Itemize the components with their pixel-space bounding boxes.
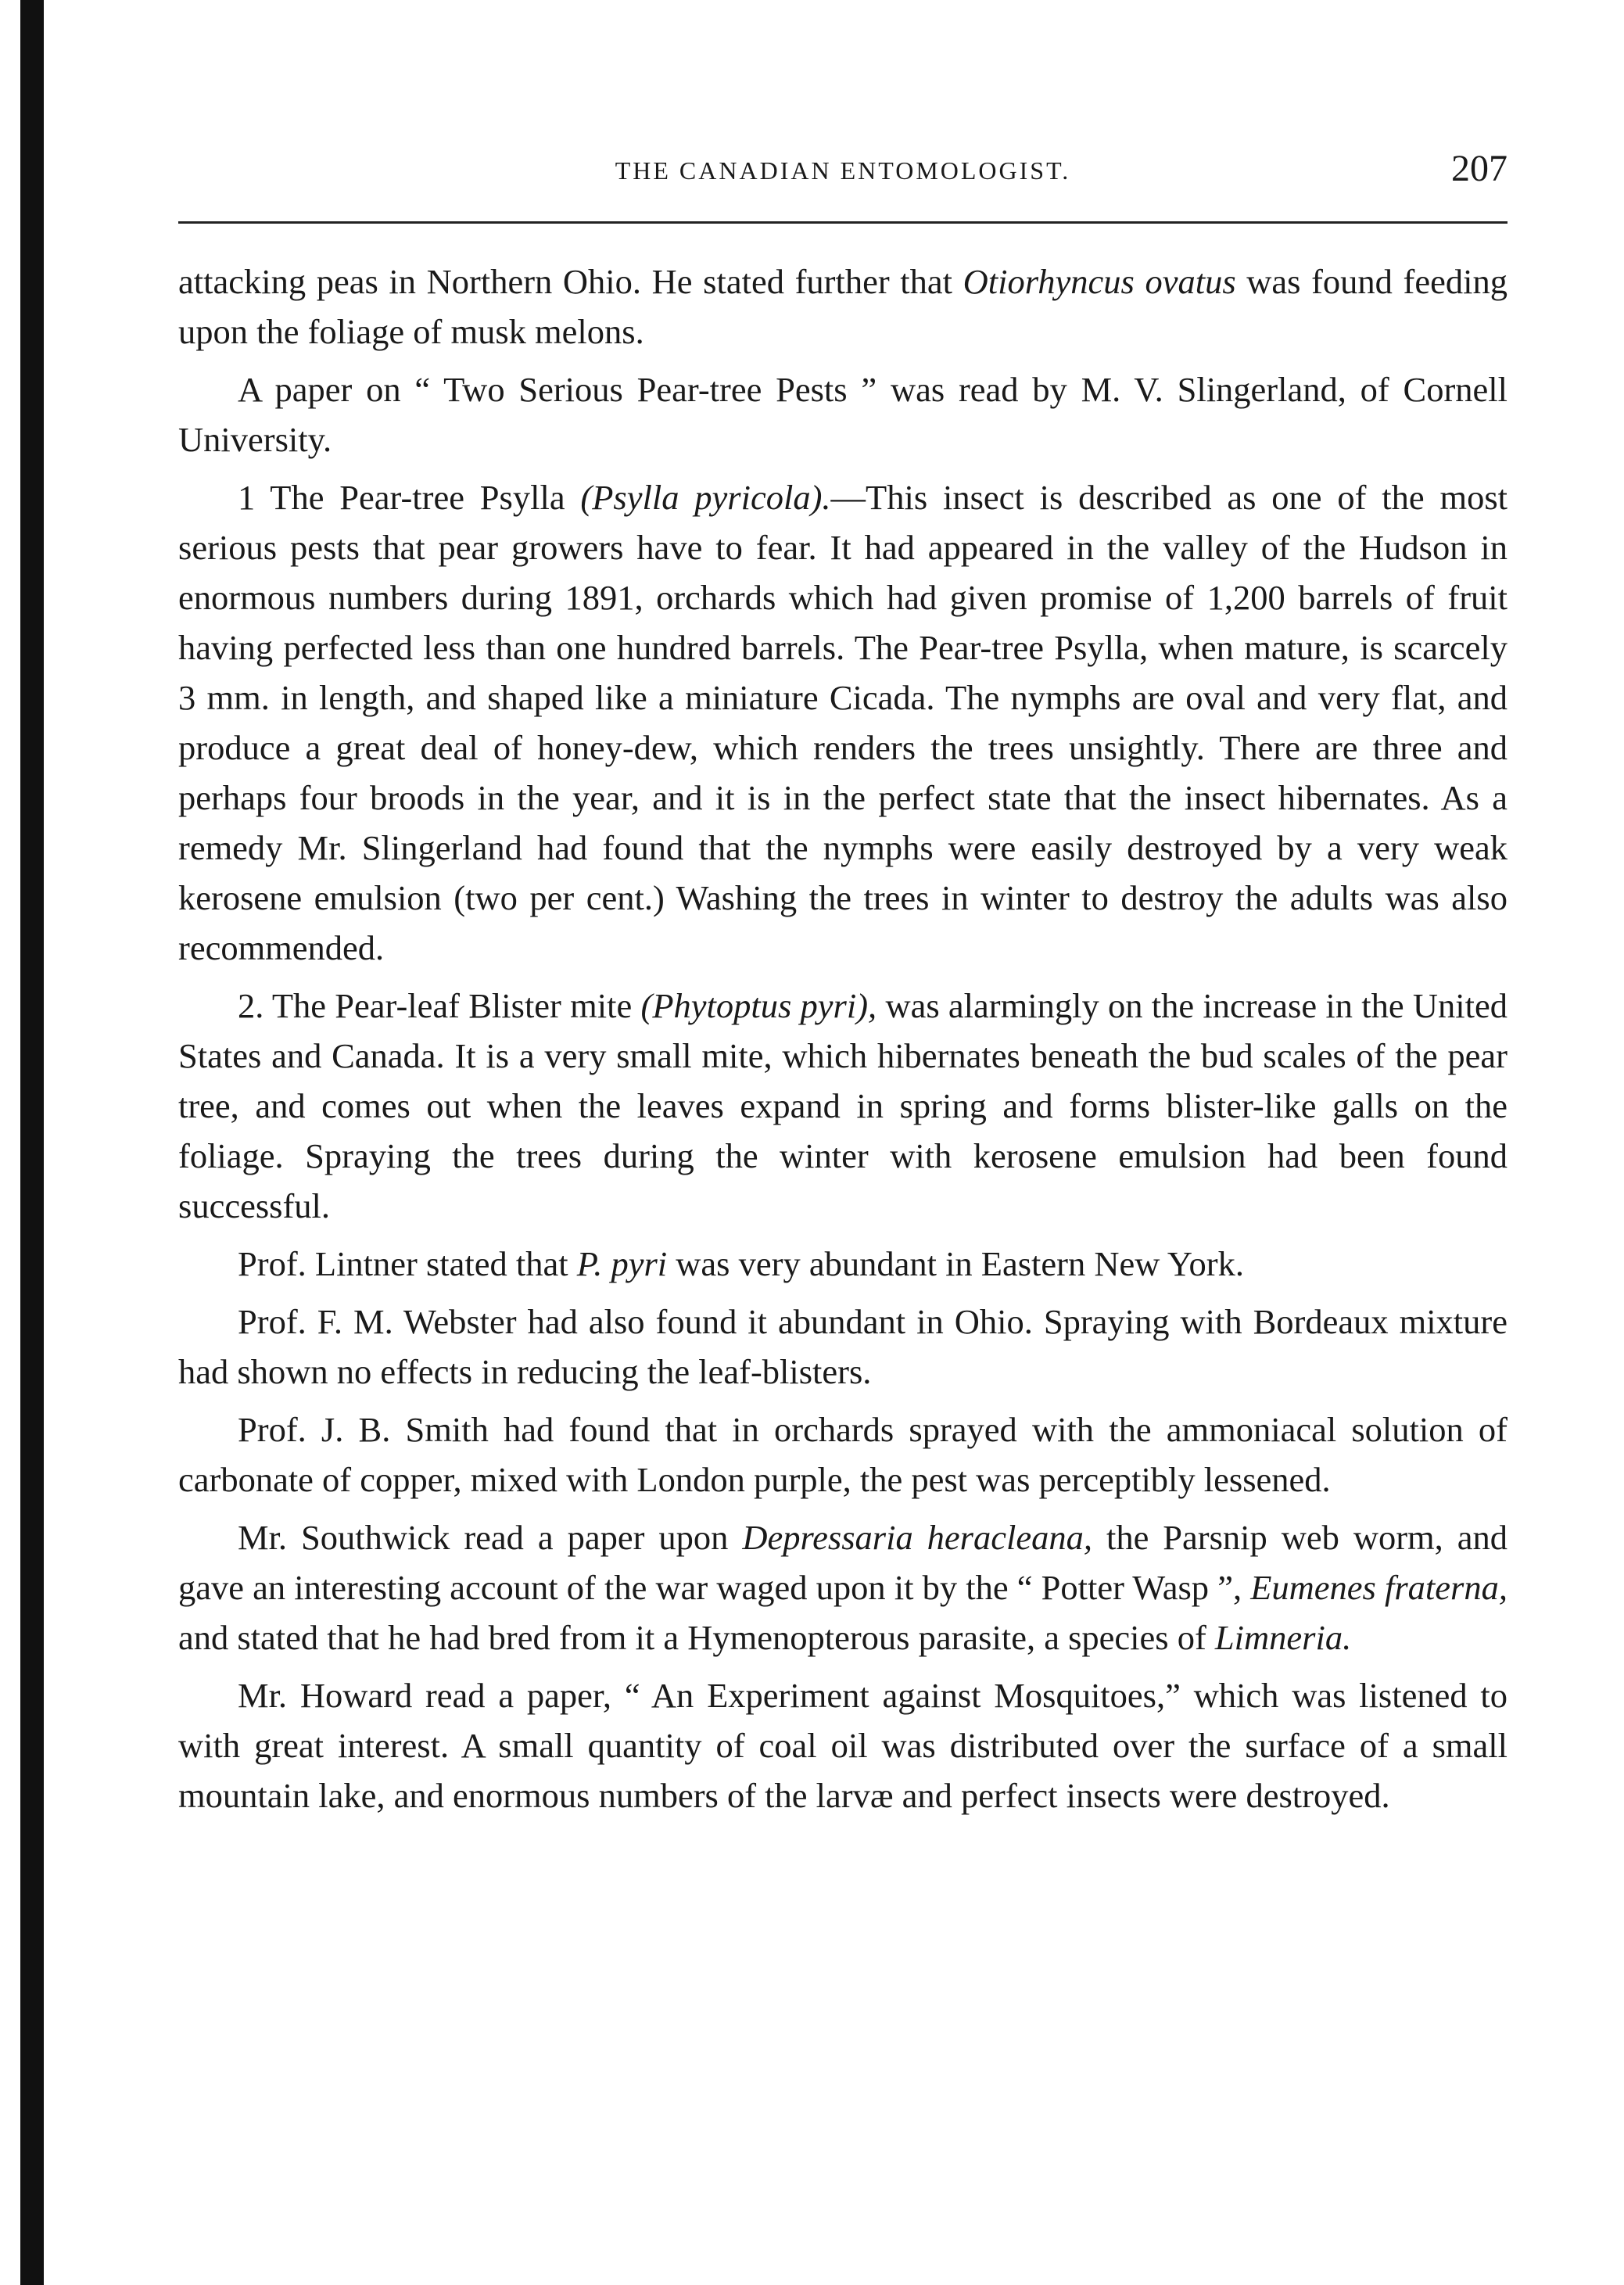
text-run: Prof. J. B. Smith had found that in orchards sprayed with the ammoniacal solution of carbonate of copper, mixed with London purple, the pest was perceptibly lessened. [178, 1410, 1507, 1499]
text-run: was found feeding upon the foliage of musk melons. [178, 262, 1507, 351]
species-name: Depressaria heracleana, [742, 1518, 1092, 1557]
running-head: THE CANADIAN ENTOMOLOGIST. [615, 156, 1071, 185]
paragraph-4 [178, 981, 1507, 1231]
binding-edge [20, 0, 44, 2285]
page-header [178, 142, 1507, 197]
species-name: (Phytoptus pyri), [640, 986, 877, 1025]
text-run: and stated that he had bred from it a Hymenopterous parasite, a species of [178, 1618, 1215, 1657]
header-rule [178, 221, 1507, 224]
paragraph-7 [178, 1404, 1507, 1505]
paragraph-2 [178, 364, 1507, 465]
text-run: 1 The Pear-tree Psylla [238, 478, 581, 517]
species-name: P. pyri [576, 1244, 668, 1283]
species-name: Limneria. [1214, 1618, 1352, 1657]
text-run: the Parsnip web worm, and gave an interesting account of the war waged upon it by the “ Potter Wasp ”, [178, 1518, 1508, 1607]
page-number: 207 [1451, 148, 1507, 189]
page-body [178, 256, 1507, 1820]
species-name: Eumenes fraterna, [1250, 1568, 1507, 1607]
text-run: Prof. Lintner stated that [238, 1244, 577, 1283]
paragraph-3 [178, 472, 1507, 973]
text-run: was very abundant in Eastern New York. [667, 1244, 1244, 1283]
paragraph-1 [178, 256, 1507, 357]
text-run: Mr. Southwick read a paper upon [238, 1518, 743, 1557]
text-run: A paper on “ Two Serious Pear-tree Pests ” was read by M. V. Slingerland, of Cornell University. [178, 370, 1507, 459]
paragraph-8 [178, 1512, 1507, 1663]
species-name: Otiorhyncus ovatus [963, 262, 1236, 301]
species-name: (Psylla pyricola). [580, 478, 831, 517]
text-run: was alarmingly on the increase in the United States and Canada. It is a very small mite, which hibernates beneath the bud scales of the pear tree, and comes out when the leaves expand in spring and forms blister-like galls on the foliage. Spraying the trees during the winter with kerosene emulsion had been found successful. [178, 986, 1507, 1225]
text-run: Mr. Howard read a paper, “ An Experiment against Mosquitoes,” which was listened to with great interest. A small quantity of coal oil was distributed over the surface of a small mountain lake, and enormous numbers of the larvæ and perfect insects were destroyed. [178, 1676, 1507, 1815]
text-run: 2. The Pear-leaf Blister mite [238, 986, 641, 1025]
paragraph-6 [178, 1297, 1507, 1397]
paragraph-9 [178, 1670, 1507, 1820]
text-run: —This insect is described as one of the most serious pests that pear growers have to fear. It had appeared in the valley of the Hudson in enormous numbers during 1891, orchards which had given promise of 1,200 barrels of fruit having perfected less than one hundred barrels. The Pear-tree Psylla, when mature, is scarcely 3 mm. in length, and shaped like a miniature Cicada. The nymphs are oval and very flat, and produce a great deal of honey-dew, which renders the trees unsightly. There are three and perhaps four broods in the year, and it is in the perfect state that the insect hibernates. As a remedy Mr. Slingerland had found that the nymphs were easily destroyed by a very weak kerosene emulsion (two per cent.) Washing the trees in winter to destroy the adults was also recommended. [178, 478, 1508, 967]
text-run: attacking peas in Northern Ohio. He stated further that [178, 262, 963, 301]
paragraph-5 [178, 1239, 1507, 1289]
text-run: Prof. F. M. Webster had also found it abundant in Ohio. Spraying with Bordeaux mixture had shown no effects in reducing the leaf-blisters. [178, 1302, 1507, 1391]
